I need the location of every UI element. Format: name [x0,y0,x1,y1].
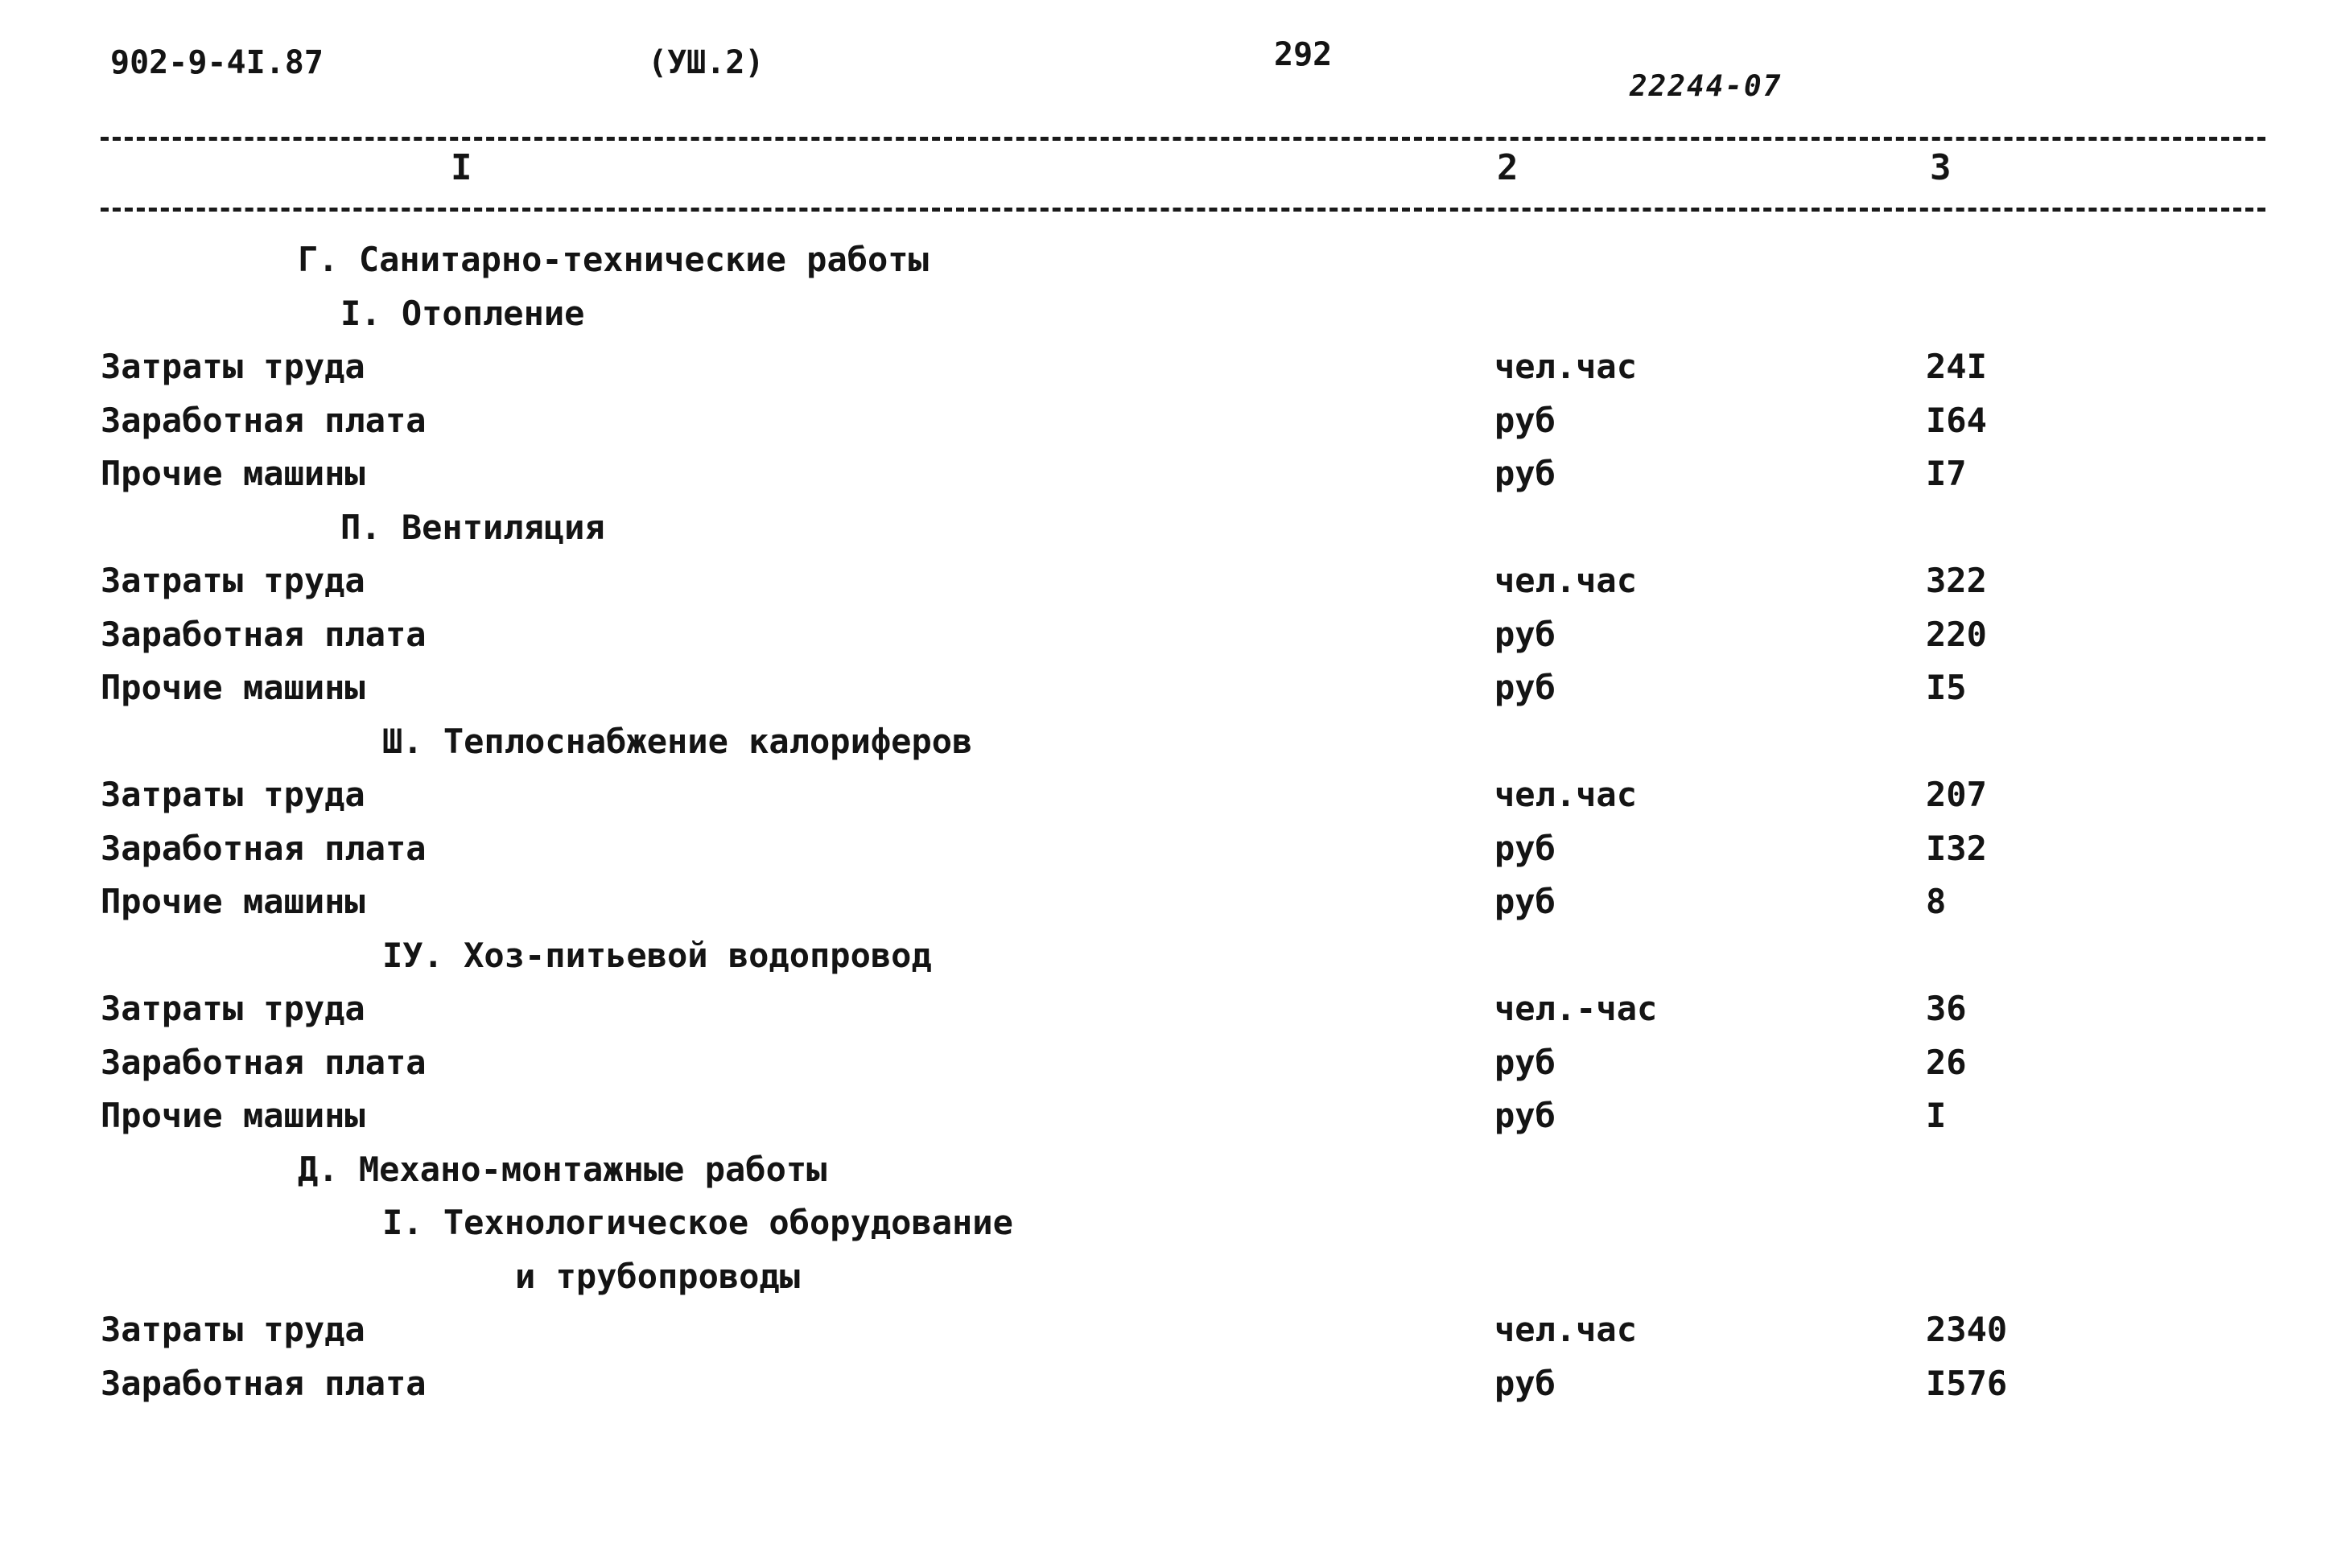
heading-text: Г. Санитарно-технические работы [298,240,929,279]
row-label: Прочие машины [101,882,365,921]
row-label: Затраты труда [101,561,365,600]
table-row [0,768,2329,822]
doc-code: 902-9-4I.87 [110,44,324,81]
row-value: 2340 [1926,1310,2008,1349]
table-row [0,982,2329,1036]
row-value: 322 [1926,561,1987,600]
heading-text: IУ. Хоз-питьевой водопровод [382,935,932,975]
heading-text: Д. Механо-монтажные работы [298,1149,827,1189]
table-row [0,447,2329,501]
row-unit: руб [1494,1363,1556,1403]
table-row [0,394,2329,448]
subsection-heading [0,287,2329,341]
row-value: 220 [1926,614,1987,654]
row-value: I7 [1926,454,1967,493]
album-number: (УШ.2) [648,44,765,81]
row-unit: руб [1494,668,1556,707]
row-unit: чел.-час [1494,989,1658,1028]
subsection-heading [0,715,2329,769]
row-value: 26 [1926,1042,1967,1082]
row-unit: чел.час [1494,775,1638,814]
row-value: I5 [1926,668,1967,707]
subsection-heading [0,929,2329,983]
row-value: I576 [1926,1363,2008,1403]
row-label: Затраты труда [101,989,365,1028]
row-label: Заработная плата [101,614,427,654]
section-heading [0,1143,2329,1197]
table-row [0,608,2329,662]
table-row [0,340,2329,394]
row-unit: руб [1494,614,1556,654]
table-row [0,822,2329,876]
section-heading [0,233,2329,287]
row-unit: чел.час [1494,561,1638,600]
row-label: Заработная плата [101,1042,427,1082]
column-header-2: 2 [1497,147,1519,188]
row-value: I32 [1926,828,1987,868]
row-label: Заработная плата [101,400,427,440]
heading-text: I. Отопление [340,293,585,333]
column-header-1: I [451,147,472,188]
row-value: 24I [1926,347,1987,386]
heading-text: П. Вентиляция [340,507,605,547]
subsection-heading-continued [0,1250,2329,1304]
row-label: Прочие машины [101,668,365,707]
heading-text: Ш. Теплоснабжение калориферов [382,721,973,761]
heading-text: и трубопроводы [515,1256,801,1296]
table-row [0,1036,2329,1090]
table-body [0,233,2329,1410]
table-row [0,1303,2329,1357]
row-unit: чел.час [1494,1310,1638,1349]
row-value: I64 [1926,400,1987,440]
row-value: 8 [1926,882,1947,921]
table-row [0,875,2329,929]
row-unit: руб [1494,400,1556,440]
row-label: Затраты труда [101,1310,365,1349]
table-row [0,661,2329,715]
heading-text: I. Технологическое оборудование [382,1203,1013,1242]
row-unit: руб [1494,828,1556,868]
row-unit: руб [1494,1096,1556,1135]
inventory-number: 22244-07 [1630,70,1783,103]
row-unit: руб [1494,454,1556,493]
table-row [0,1089,2329,1143]
row-unit: чел.час [1494,347,1638,386]
row-value: I [1926,1096,1947,1135]
table-row [0,1357,2329,1411]
row-label: Прочие машины [101,454,365,493]
table-top-rule [101,137,2265,141]
column-header-3: 3 [1930,147,1952,188]
subsection-heading [0,501,2329,555]
row-unit: руб [1494,1042,1556,1082]
row-label: Прочие машины [101,1096,365,1135]
row-label: Заработная плата [101,828,427,868]
page-number: 292 [1274,36,1333,73]
row-value: 36 [1926,989,1967,1028]
row-label: Затраты труда [101,775,365,814]
subsection-heading [0,1196,2329,1250]
row-label: Затраты труда [101,347,365,386]
row-label: Заработная плата [101,1363,427,1403]
table-header-rule [101,208,2265,212]
row-value: 207 [1926,775,1987,814]
row-unit: руб [1494,882,1556,921]
table-row [0,554,2329,608]
